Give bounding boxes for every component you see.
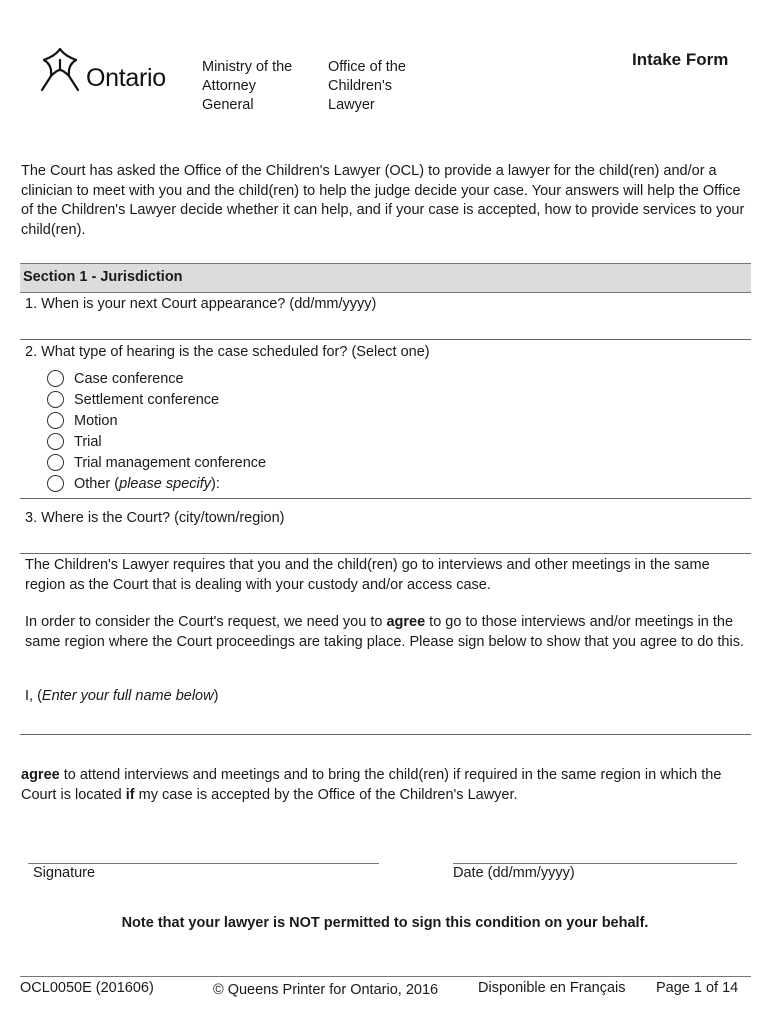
footer-divider [20, 976, 751, 977]
french-availability: Disponible en Français [478, 980, 626, 996]
full-name-prompt: I, (Enter your full name below) [25, 688, 219, 704]
date-line[interactable] [453, 863, 737, 864]
divider [20, 498, 751, 499]
radio-button[interactable] [47, 391, 64, 408]
trillium-icon [38, 46, 82, 92]
form-title: Intake Form [632, 50, 729, 69]
question-court-appearance: 1. When is your next Court appearance? (dd/mm/yyyy) [25, 296, 377, 312]
form-code: OCL0050E (201606) [20, 980, 154, 996]
option-label: Trial management conference [74, 454, 267, 471]
section-title: Section 1 - Jurisdiction [23, 269, 183, 285]
question-hearing-type: 2. What type of hearing is the case scheduled for? (Select one) [25, 344, 430, 360]
option-label: Settlement conference [74, 391, 220, 408]
consent-paragraph: In order to consider the Court's request, we need you to agree to go to those interviews and/or meetings in the same region where the Court proceedings are taking place. Please sign below to show that you agree to do this. [25, 614, 744, 650]
section-header [20, 263, 751, 293]
option-motion[interactable] [47, 410, 118, 431]
question-court-location: 3. Where is the Court? (city/town/region) [25, 510, 285, 526]
radio-button[interactable] [47, 454, 64, 471]
option-label: Motion [74, 412, 118, 429]
date-label: Date (dd/mm/yyyy) [453, 865, 575, 881]
option-case-conference[interactable] [47, 368, 184, 389]
intro-paragraph: The Court has asked the Office of the Children's Lawyer (OCL) to provide a lawyer for the child(ren) and/or a clinician to meet with you and the child(ren) to help the judge decide your case. Your answers will help the Office of the Children's Lawyer decide whether it can help, and if your case is accepted, how to provide services to your child(ren). [21, 163, 745, 238]
copyright: © Queens Printer for Ontario, 2016 [213, 982, 439, 998]
option-trial[interactable] [47, 431, 102, 452]
option-other[interactable] [47, 473, 220, 494]
answer-line-court-location[interactable] [20, 553, 751, 554]
agreement-paragraph: agree to attend interviews and meetings and to bring the child(ren) if required in the same region in which the Court is located if my case is accepted by the Office of the Children's Lawyer. [21, 767, 722, 803]
page-number: Page 1 of 14 [656, 980, 739, 996]
radio-button[interactable] [47, 475, 64, 492]
requirement-paragraph: The Children's Lawyer requires that you and the child(ren) go to interviews and other meetings in the same region as the Court that is dealing with your custody and/or access case. [25, 557, 710, 593]
full-name-line[interactable] [20, 734, 751, 735]
option-label: Case conference [74, 370, 184, 387]
option-label: Trial [74, 433, 102, 450]
option-label: Other (please specify): [74, 475, 220, 492]
option-trial-management-conference[interactable] [47, 452, 266, 473]
signature-line[interactable] [28, 863, 379, 864]
logo-text: Ontario [86, 64, 166, 92]
radio-button[interactable] [47, 370, 64, 387]
signature-label: Signature [33, 865, 96, 881]
option-settlement-conference[interactable] [47, 389, 219, 410]
radio-button[interactable] [47, 433, 64, 450]
office-name: Office of the Children's Lawyer [328, 59, 406, 113]
radio-button[interactable] [47, 412, 64, 429]
lawyer-note: Note that your lawyer is NOT permitted to sign this condition on your behalf. [121, 915, 649, 931]
ministry-name: Ministry of the Attorney General [202, 59, 293, 113]
answer-line-court-appearance[interactable] [20, 339, 751, 340]
ontario-logo [38, 44, 188, 94]
